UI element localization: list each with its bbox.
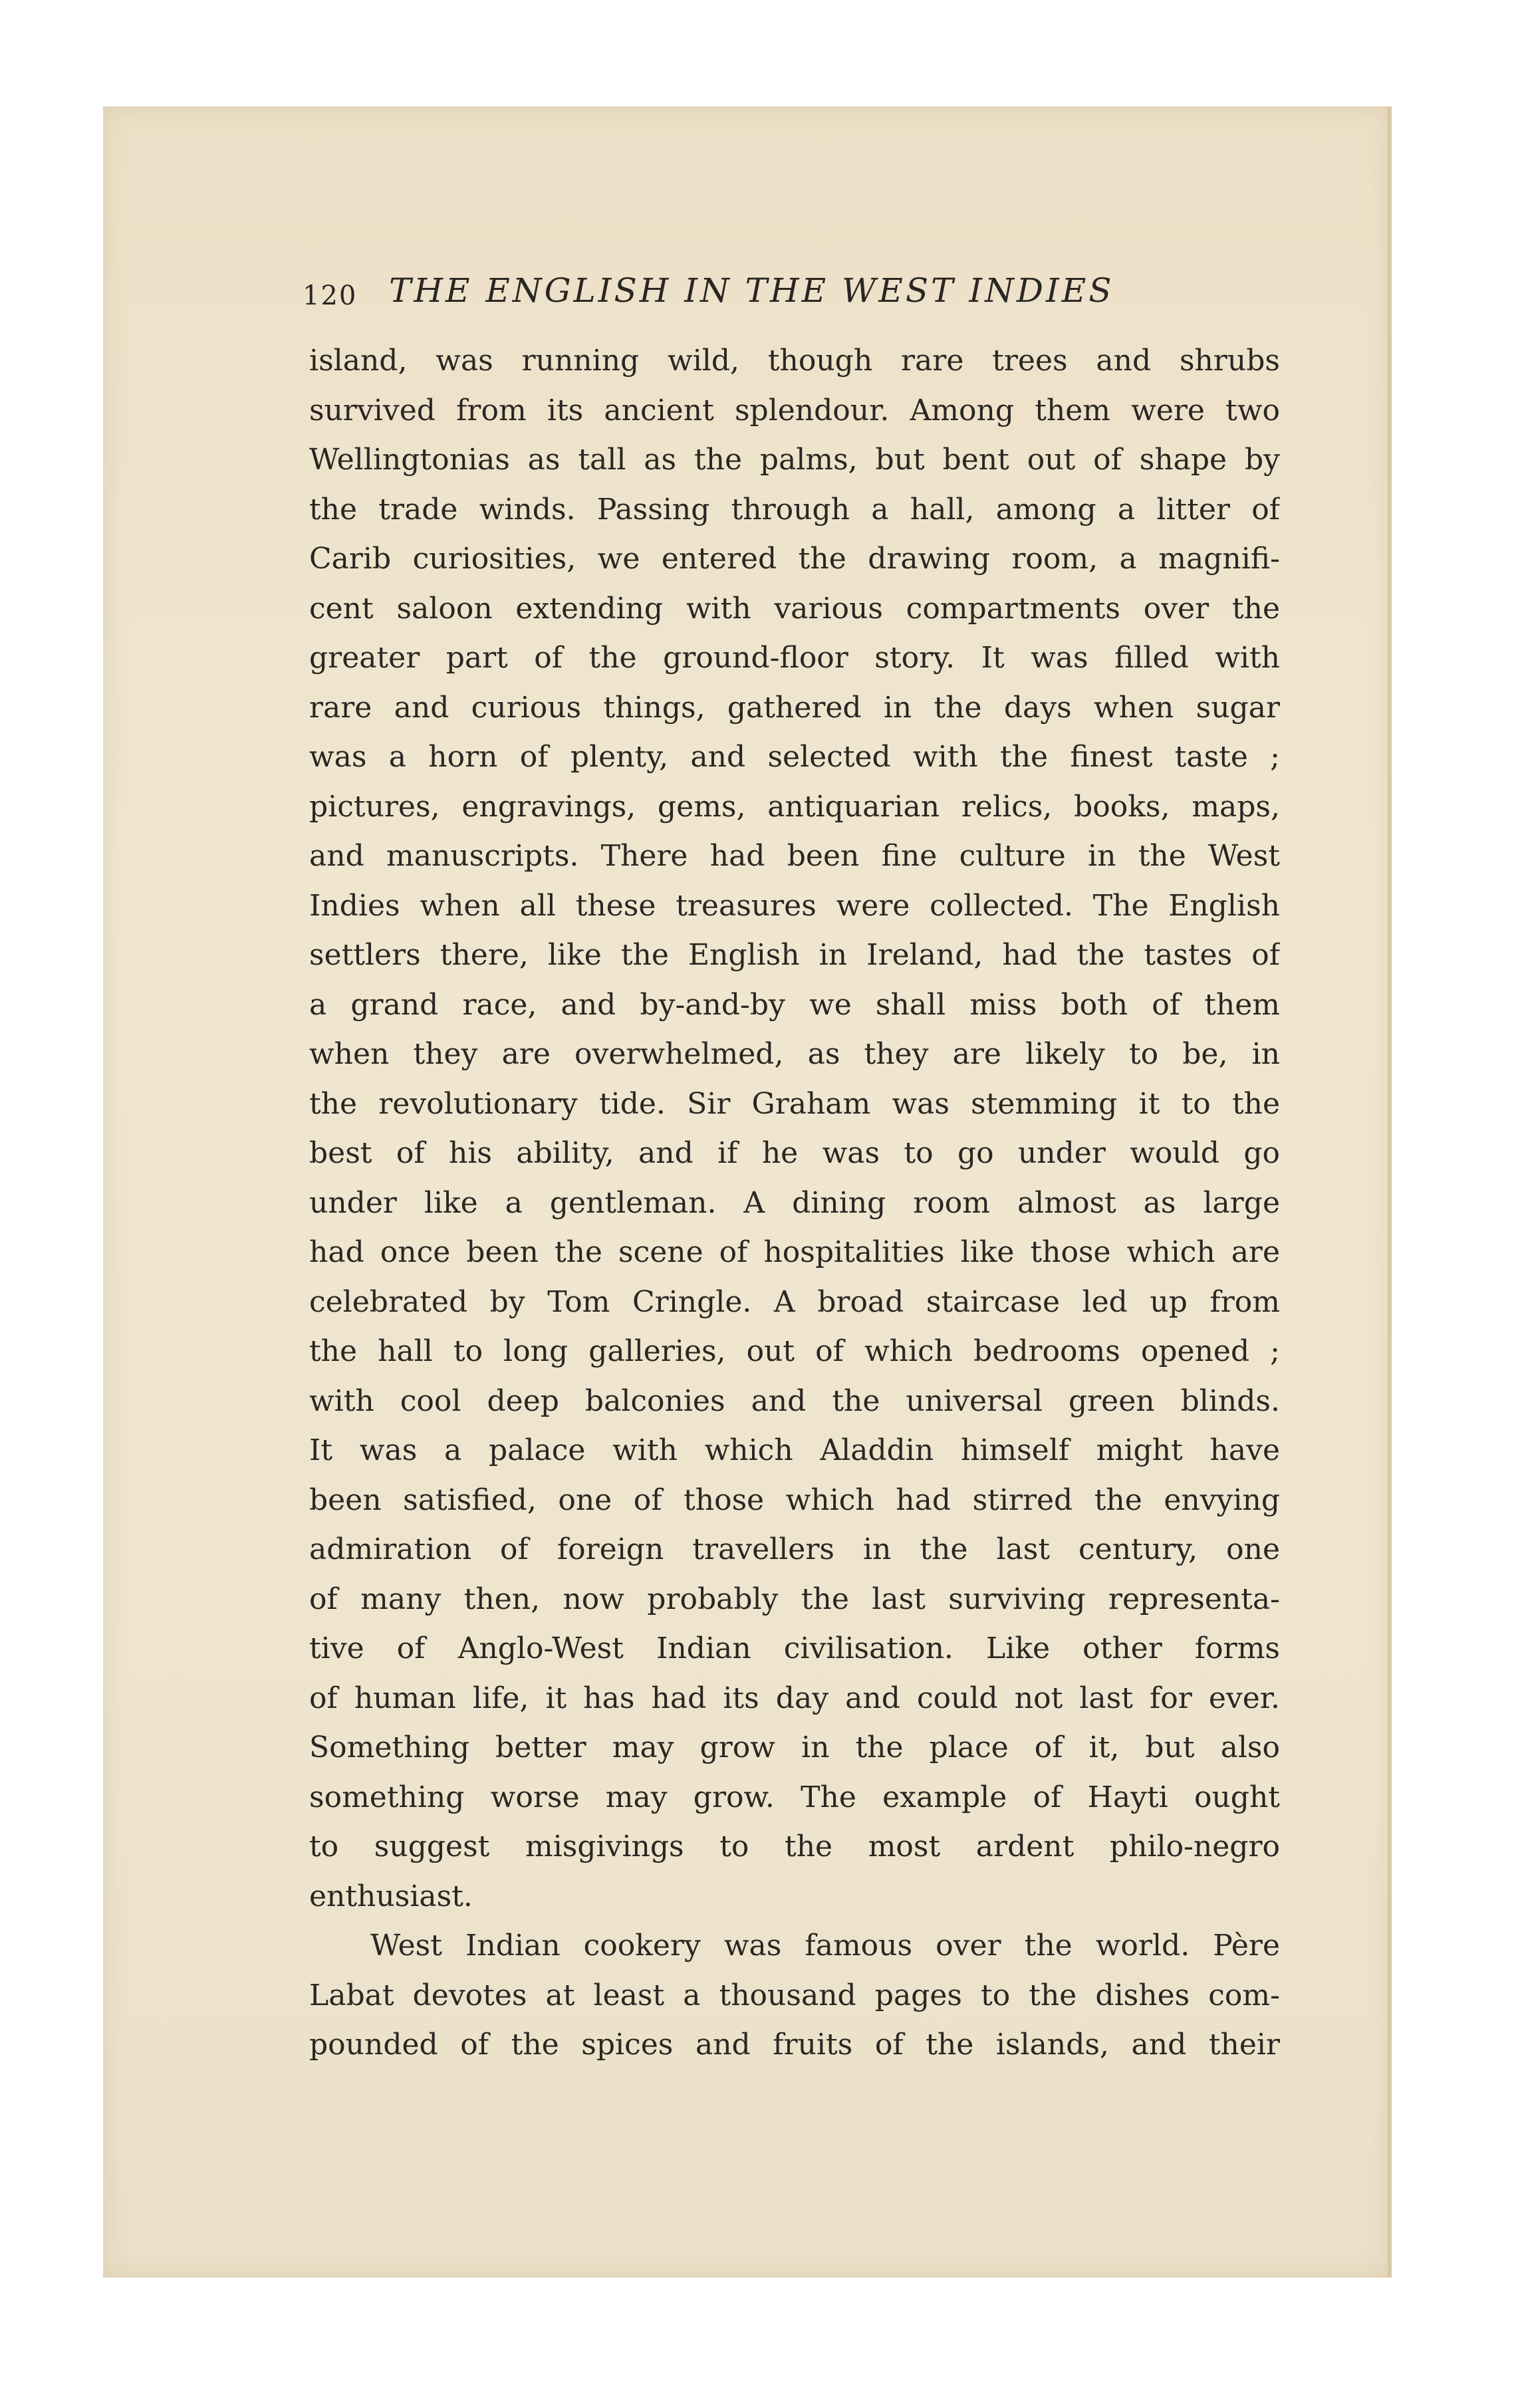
text-line: West Indian cookery was famous over the world. Père [370, 1929, 1280, 1963]
text-line: settlers there, like the English in Ireland, had the tastes of [309, 938, 1280, 972]
text-line: of human life, it has had its day and could not last for ever. [309, 1681, 1280, 1715]
text-line: pictures, engravings, gems, antiquarian relics, books, maps, [309, 789, 1280, 824]
text-line: under like a gentleman. A dining room almost as large [309, 1185, 1280, 1220]
text-line: admiration of foreign travellers in the last century, one [309, 1532, 1280, 1566]
text-line: pounded of the spices and fruits of the islands, and their [309, 2028, 1280, 2062]
text-line: Indies when all these treasures were collected. The English [309, 888, 1280, 923]
text-line: with cool deep balconies and the universal green blinds. [309, 1384, 1280, 1418]
page-number: 120 [303, 281, 358, 311]
text-line: and manuscripts. There had been fine culture in the West [309, 839, 1280, 873]
text-line: Labat devotes at least a thousand pages to the dishes com- [309, 1978, 1280, 2012]
text-line: the revolutionary tide. Sir Graham was stemming it to the [309, 1086, 1280, 1121]
text-line: celebrated by Tom Cringle. A broad staircase led up from [309, 1284, 1280, 1319]
text-line: something worse may grow. The example of Hayti ought [309, 1780, 1280, 1814]
text-line: Carib curiosities, we entered the drawing room, a magnifi- [309, 542, 1280, 576]
text-line: tive of Anglo-West Indian civilisation. Like other forms [309, 1631, 1280, 1665]
text-line: the trade winds. Passing through a hall, among a litter of [309, 492, 1280, 527]
text-line: the hall to long galleries, out of which bedrooms opened ; [309, 1334, 1280, 1368]
text-line: Wellingtonias as tall as the palms, but bent out of shape by [309, 443, 1280, 477]
text-line: of many then, now probably the last surviving representa- [309, 1582, 1280, 1616]
text-line: enthusiast. [309, 1879, 473, 1913]
text-line: been satisfied, one of those which had stirred the envying [309, 1483, 1280, 1517]
text-line: was a horn of plenty, and selected with the finest taste ; [309, 740, 1280, 774]
text-line: island, was running wild, though rare trees and shrubs [309, 344, 1280, 378]
text-line: It was a palace with which Aladdin himself might have [309, 1433, 1280, 1467]
text-line: to suggest misgivings to the most ardent philo-negro [309, 1830, 1280, 1864]
running-header [303, 271, 1300, 324]
text-line: when they are overwhelmed, as they are likely to be, in [309, 1037, 1280, 1071]
body-text [309, 336, 1280, 2070]
text-line: a grand race, and by-and-by we shall miss both of them [309, 987, 1280, 1022]
text-line: cent saloon extending with various compartments over the [309, 591, 1280, 626]
text-line: greater part of the ground-floor story. It was filled with [309, 641, 1280, 675]
text-line: Something better may grow in the place of it, but also [309, 1731, 1280, 1764]
text-line: best of his ability, and if he was to go under would go [309, 1136, 1280, 1170]
book-page [103, 106, 1392, 2278]
running-title: THE ENGLISH IN THE WEST INDIES [389, 271, 1114, 310]
text-line: had once been the scene of hospitalities like those which are [309, 1235, 1280, 1269]
text-line: rare and curious things, gathered in the days when sugar [309, 690, 1280, 725]
text-line: survived from its ancient splendour. Among them were two [309, 393, 1280, 427]
